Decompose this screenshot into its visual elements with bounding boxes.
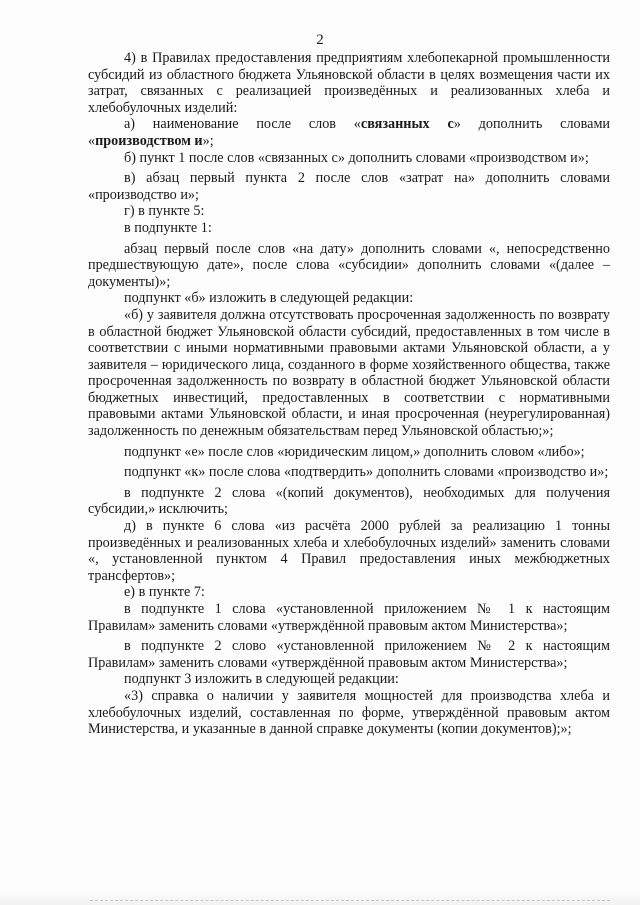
paragraph-item-e: е) в пункте 7: <box>124 584 205 601</box>
paragraph-item-b: б) пункт 1 после слов «связанных с» дополнить словами «производством и»; <box>124 149 589 166</box>
paragraph-abzac: абзац первый после слов «на дату» дополнить словами «, непосредственно предшествующую дате», после слова «субсидии» дополнить словами «(далее – документы)»; <box>88 240 610 290</box>
bold-phrase: связанных с <box>360 116 454 133</box>
scan-artifact-line <box>90 897 610 901</box>
paragraph-subitem-1: в подпункте 1: <box>124 219 212 236</box>
paragraph-item-4: 4) в Правилах предоставления предприятиям хлебопекарной промышленности субсидий из областного бюджета Ульяновской области в целях возмещения части их затрат, связанных с реализацией произведённых и реализованных хлеба и хлебобулочных изделий: <box>88 50 610 116</box>
paragraph-p7-subitem-3-intro: подпункт 3 изложить в следующей редакции: <box>124 671 399 688</box>
paragraph-p7-subitem-3-text: «3) справка о наличии у заявителя мощностей для производства хлеба и хлебобулочных изделий, составленная по форме, утверждённой правовым актом Министерства, и указанные в данной справке документы (копии документов);»; <box>88 687 610 738</box>
paragraph-subitem-k: подпункт «к» после слова «подтвердить» дополнить словами «производство и»; <box>124 464 609 481</box>
page-number: 2 <box>316 32 324 48</box>
paragraph-subitem-b-text: «б) у заявителя должна отсутствовать просроченная задолженность по возврату в областной бюджет Ульяновской области субсидий, предоставленных в том числе в соответствии с иными нормативными правовыми актами Ульяновской области, а у заявителя – юридического лица, созданного в форме хозяйственного общества, также просроченная задолженность по возврату в областной бюджет Ульяновской области бюджетных инвестиций, предоставленных в соответствии с нормативными правовыми актами Ульяновской области, и иная просроченная (неурегулированная) задолженность по денежным обязательствам перед Ульяновской областью;»; <box>88 306 610 440</box>
paragraph-subitem-b-intro: подпункт «б» изложить в следующей редакции: <box>124 290 414 307</box>
paragraph-p7-subitem-2: в подпункте 2 слово «установленной приложением № 2 к настоящим Правилам» заменить словами «утверждённой правовым актом Министерства»; <box>88 638 610 671</box>
paragraph-text: а) наименование после слов « <box>124 116 361 133</box>
paragraph-item-a <box>88 116 610 149</box>
paragraph-subitem-2: в подпункте 2 слова «(копий документов), необходимых для получения субсидии,» исключить; <box>88 484 610 518</box>
paragraph-item-v: в) абзац первый пункта 2 после слов «затрат на» дополнить словами «производство и»; <box>88 170 610 203</box>
paragraph-text: »; <box>202 132 214 149</box>
paragraph-text: » дополнить словами « <box>88 116 611 149</box>
paragraph-item-d: д) в пункте 6 слова «из расчёта 2000 рублей за реализацию 1 тонны произведённых и реализованных хлеба и хлебобулочных изделий» заменить словами «, установленной пунктом 4 Правил предоставления иных межбюджетных трансфертов»; <box>88 518 610 584</box>
paragraph-p7-subitem-1: в подпункте 1 слова «установленной приложением № 1 к настоящим Правилам» заменить словами «утверждённой правовым актом Министерства»; <box>88 601 610 634</box>
paragraph-item-g: г) в пункте 5: <box>124 203 205 220</box>
document-body <box>88 50 610 738</box>
bold-phrase: производством и <box>95 132 203 149</box>
paragraph-subitem-e: подпункт «е» после слов «юридическим лицом,» дополнить словом «либо»; <box>124 443 585 460</box>
